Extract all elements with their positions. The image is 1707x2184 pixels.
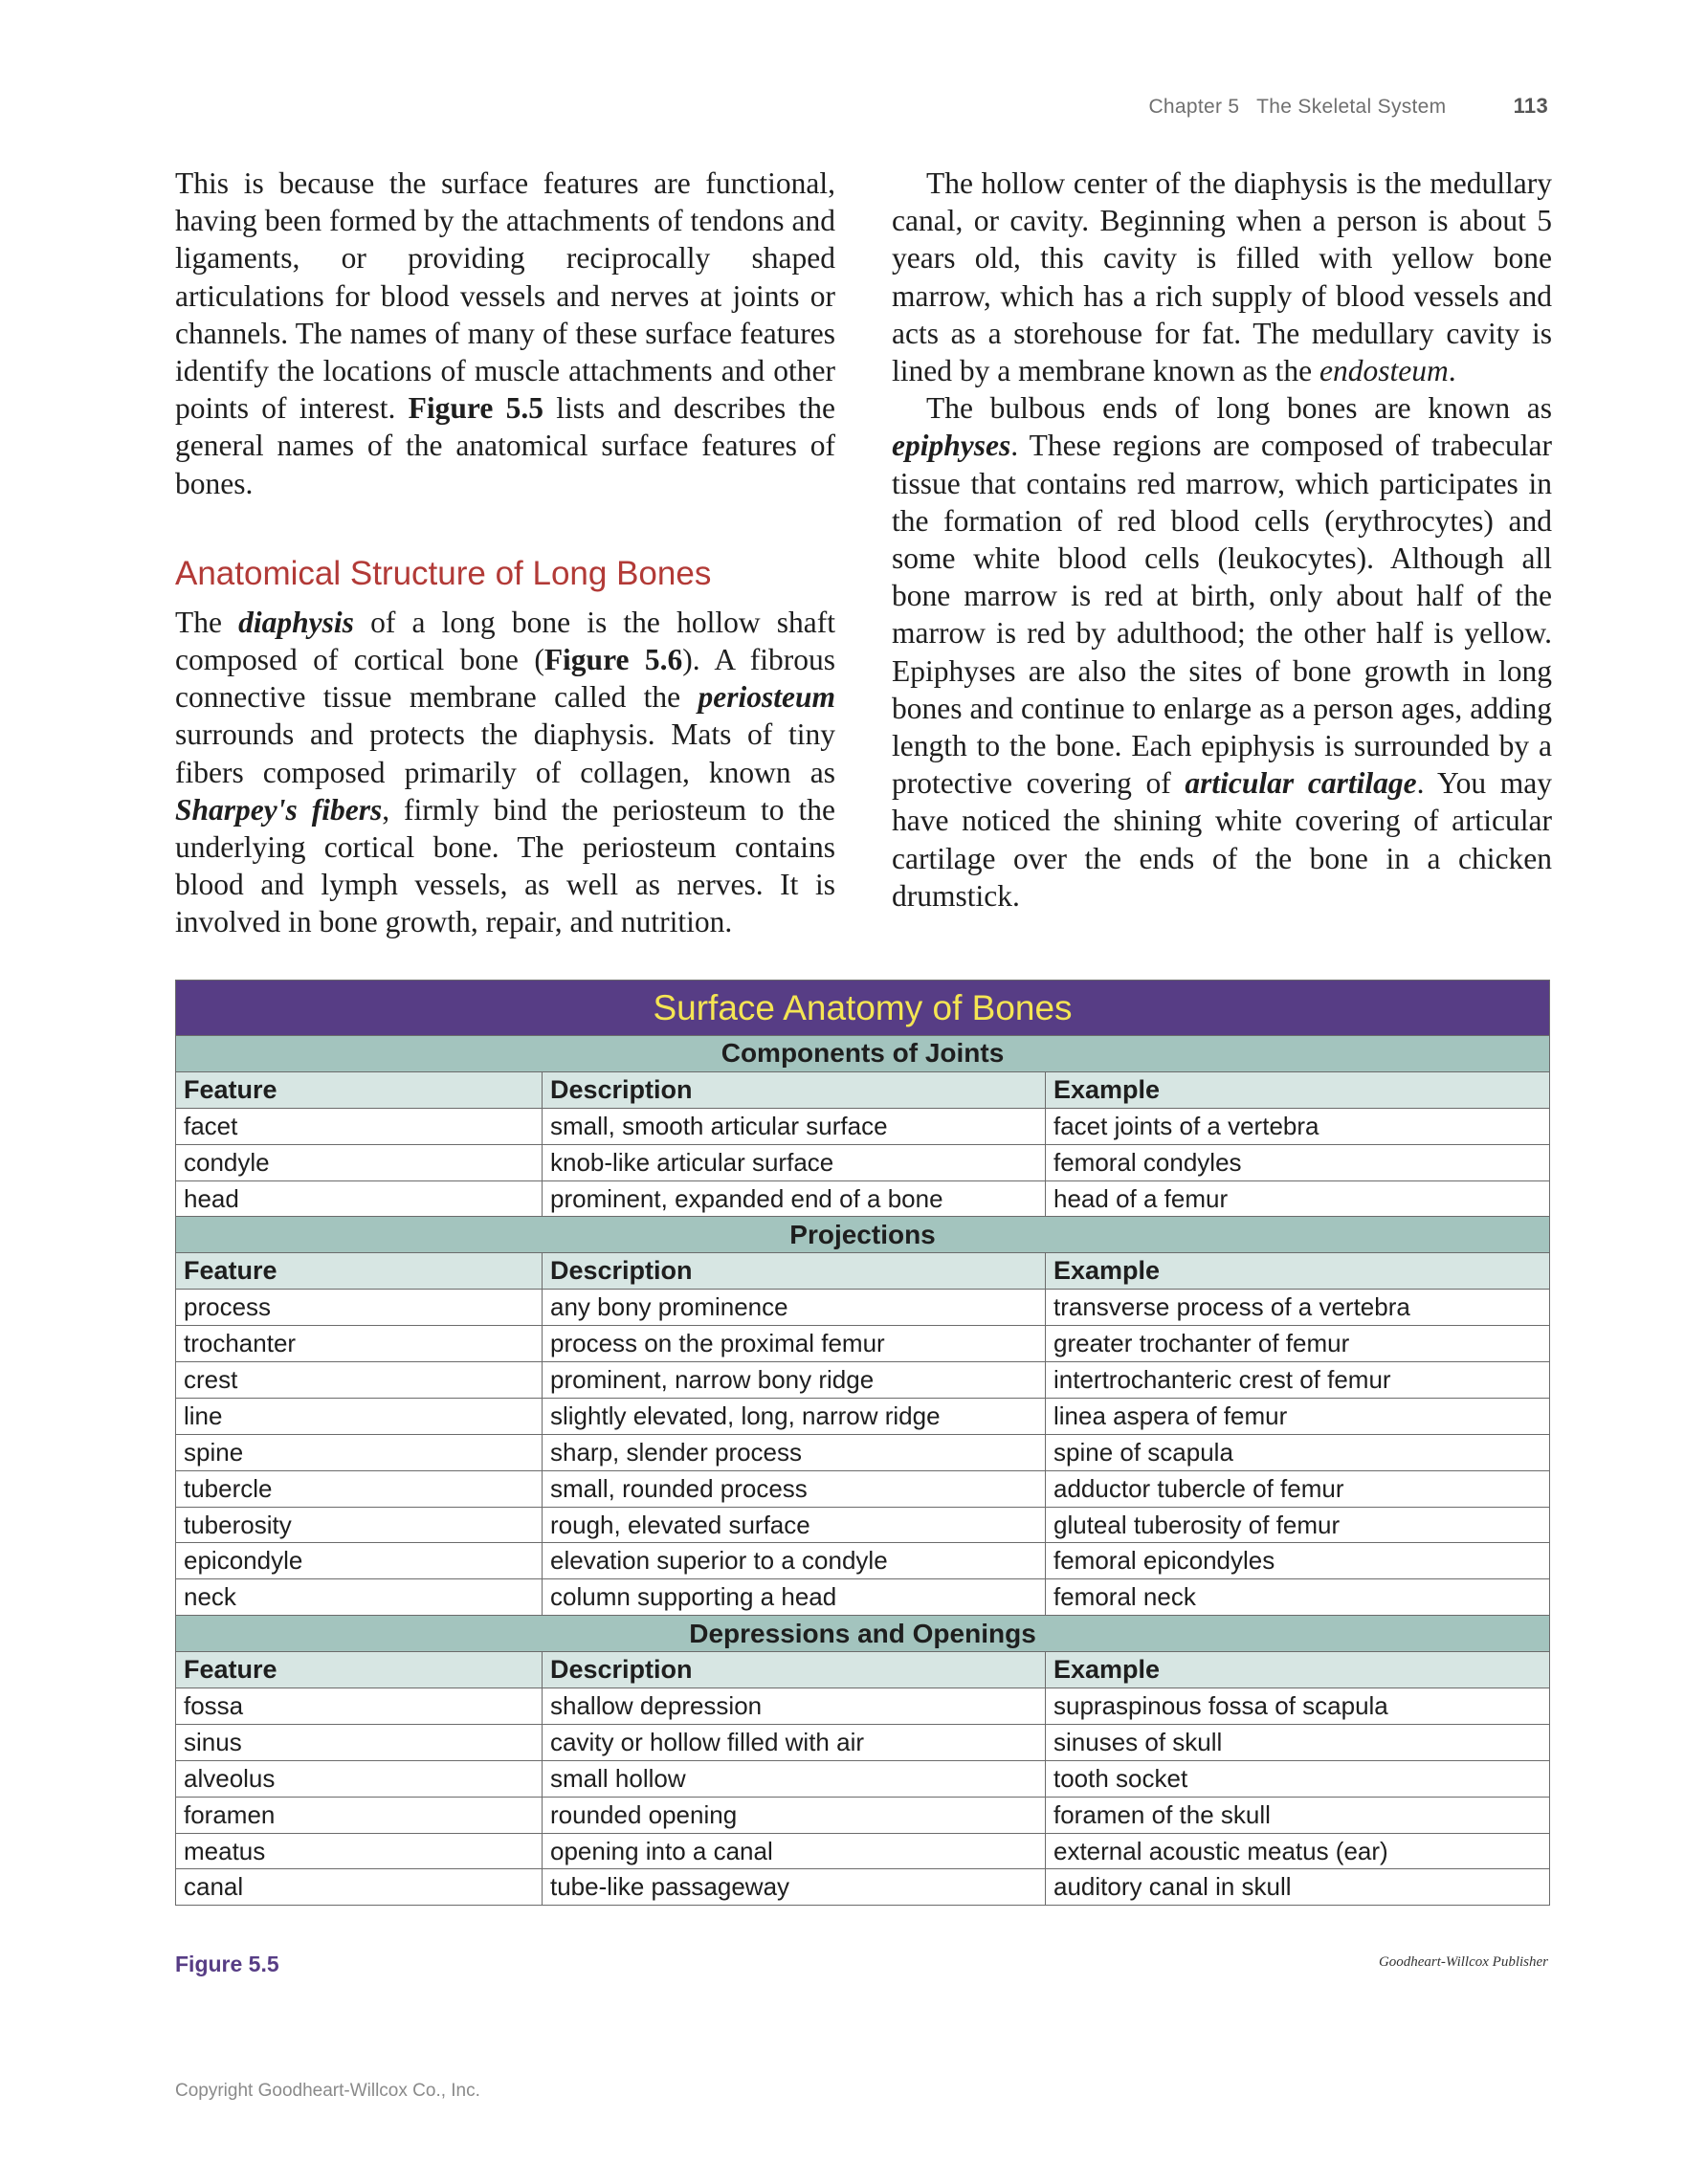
section-heading: Anatomical Structure of Long Bones	[175, 554, 712, 592]
table-row	[176, 1833, 1550, 1869]
table-row	[176, 1688, 1550, 1725]
table-row	[176, 1724, 1550, 1760]
table-cell-example: sinuses of skull	[1046, 1724, 1550, 1760]
table-cell-description: prominent, expanded end of a bone	[543, 1180, 1046, 1217]
figure-label: Figure 5.5	[175, 1952, 279, 1976]
column-header-description: Description	[543, 1253, 1046, 1290]
table-cell-description: column supporting a head	[543, 1579, 1046, 1616]
table-column-header-row	[176, 1652, 1550, 1688]
table-row	[176, 1362, 1550, 1399]
page-number: 113	[1513, 94, 1548, 118]
table-section-header: Depressions and Openings	[176, 1616, 1550, 1652]
table-cell-description: slightly elevated, long, narrow ridge	[543, 1398, 1046, 1434]
column-header-feature: Feature	[176, 1071, 543, 1108]
table-cell-feature: canal	[176, 1869, 543, 1906]
table-cell-feature: process	[176, 1290, 543, 1326]
table-row	[176, 1434, 1550, 1470]
table-cell-example: head of a femur	[1046, 1180, 1550, 1217]
table-cell-description: sharp, slender process	[543, 1434, 1046, 1470]
table-cell-description: small hollow	[543, 1760, 1046, 1797]
table-title: Surface Anatomy of Bones	[176, 981, 1550, 1036]
table-cell-feature: tuberosity	[176, 1507, 543, 1543]
table-cell-description: tube-like passageway	[543, 1869, 1046, 1906]
surface-anatomy-table	[175, 980, 1549, 1906]
table-cell-feature: foramen	[176, 1797, 543, 1833]
table-cell-example: facet joints of a vertebra	[1046, 1108, 1550, 1144]
table-cell-example: greater trochanter of femur	[1046, 1326, 1550, 1362]
table-column-header-row	[176, 1071, 1550, 1108]
table-cell-description: knob-like articular surface	[543, 1144, 1046, 1180]
table-row	[176, 1180, 1550, 1217]
table-cell-example: intertrochanteric crest of femur	[1046, 1362, 1550, 1399]
table-row	[176, 1507, 1550, 1543]
table-cell-feature: meatus	[176, 1833, 543, 1869]
right-paragraph-1: The hollow center of the diaphysis is the medullary canal, or cavity. Beginning when a person is about 5 years old, this cavity is filled with yellow bone marrow, which has a rich supply of blood vessels and acts as a storehouse for fat. The medullary cavity is lined by a membrane known as the endosteum.	[892, 166, 1552, 388]
table-row	[176, 1470, 1550, 1507]
table-cell-example: femoral condyles	[1046, 1144, 1550, 1180]
table-cell-example: foramen of the skull	[1046, 1797, 1550, 1833]
table-cell-feature: epicondyle	[176, 1543, 543, 1579]
table-cell-description: opening into a canal	[543, 1833, 1046, 1869]
table-cell-example: external acoustic meatus (ear)	[1046, 1833, 1550, 1869]
table-cell-feature: sinus	[176, 1724, 543, 1760]
column-header-description: Description	[543, 1071, 1046, 1108]
table-row	[176, 1869, 1550, 1906]
table-cell-example: adductor tubercle of femur	[1046, 1470, 1550, 1507]
table-cell-example: femoral epicondyles	[1046, 1543, 1550, 1579]
right-column	[892, 165, 1552, 915]
table-row	[176, 1760, 1550, 1797]
table-row	[176, 1290, 1550, 1326]
table-row	[176, 1579, 1550, 1616]
table-section-header: Components of Joints	[176, 1036, 1550, 1072]
table-cell-description: any bony prominence	[543, 1290, 1046, 1326]
right-paragraph-2: The bulbous ends of long bones are known as epiphyses. These regions are composed of trabecular tissue that contains red marrow, which participates in the formation of red blood cells (erythrocytes) and some white blood cells (leukocytes). Although all bone marrow is red at birth, only about half of the marrow is red by adulthood; the other half is yellow. Epiphyses are also the sites of bone growth in long bones and continue to enlarge as a person ages, adding length to the bone. Each epiphysis is surrounded by a protective covering of articular cartilage. You may have noticed the shining white covering of articular cartilage over the ends of the bone in a chicken drumstick.	[892, 391, 1552, 913]
table-column-header-row	[176, 1253, 1550, 1290]
table-section-header: Projections	[176, 1217, 1550, 1253]
table-row	[176, 1144, 1550, 1180]
left-paragraph-2: The diaphysis of a long bone is the hollow shaft composed of cortical bone (Figure 5.6). A fibrous connective tissue membrane called the periosteum surrounds and protects the diaphysis. Mats of tiny fibers composed primarily of collagen, known as Sharpey's fibers, firmly bind the periosteum to the underlying cortical bone. The periosteum contains blood and lymph vessels, as well as nerves. It is involved in bone growth, repair, and nutrition.	[175, 605, 835, 939]
table-cell-feature: facet	[176, 1108, 543, 1144]
left-paragraph-1: This is because the surface features are functional, having been formed by the attachments of tendons and ligaments, or providing reciprocally shaped articulations for blood vessels and nerves at joints or channels. The names of many of these surface features identify the locations of muscle attachments and other points of interest. Figure 5.5 lists and describes the general names of the anatomical surface features of bones.	[175, 166, 836, 500]
table-row	[176, 1398, 1550, 1434]
table-cell-description: elevation superior to a condyle	[543, 1543, 1046, 1579]
table-cell-example: gluteal tuberosity of femur	[1046, 1507, 1550, 1543]
table-cell-example: tooth socket	[1046, 1760, 1550, 1797]
table-cell-example: linea aspera of femur	[1046, 1398, 1550, 1434]
table-cell-description: cavity or hollow filled with air	[543, 1724, 1046, 1760]
table-cell-example: supraspinous fossa of scapula	[1046, 1688, 1550, 1725]
column-header-feature: Feature	[176, 1253, 543, 1290]
table-cell-example: femoral neck	[1046, 1579, 1550, 1616]
column-header-description: Description	[543, 1652, 1046, 1688]
publisher-credit: Goodheart-Willcox Publisher	[1378, 1954, 1548, 1970]
table-row	[176, 1797, 1550, 1833]
table-cell-feature: line	[176, 1398, 543, 1434]
table-cell-feature: crest	[176, 1362, 543, 1399]
column-header-example: Example	[1046, 1253, 1550, 1290]
table-cell-description: shallow depression	[543, 1688, 1046, 1725]
table-cell-feature: tubercle	[176, 1470, 543, 1507]
chapter-label: Chapter 5	[1148, 96, 1240, 118]
column-header-feature: Feature	[176, 1652, 543, 1688]
table-cell-description: prominent, narrow bony ridge	[543, 1362, 1046, 1399]
table-cell-feature: alveolus	[176, 1760, 543, 1797]
table-cell-feature: head	[176, 1180, 543, 1217]
table-cell-feature: trochanter	[176, 1326, 543, 1362]
column-header-example: Example	[1046, 1071, 1550, 1108]
table-cell-description: small, smooth articular surface	[543, 1108, 1046, 1144]
table-cell-feature: condyle	[176, 1144, 543, 1180]
table-row	[176, 1108, 1550, 1144]
table-cell-description: rough, elevated surface	[543, 1507, 1046, 1543]
table-row	[176, 1326, 1550, 1362]
table-cell-description: rounded opening	[543, 1797, 1046, 1833]
copyright-notice: Copyright Goodheart-Willcox Co., Inc.	[175, 2081, 480, 2101]
table-cell-example: auditory canal in skull	[1046, 1869, 1550, 1906]
table-cell-example: transverse process of a vertebra	[1046, 1290, 1550, 1326]
left-column	[175, 165, 835, 941]
column-header-example: Example	[1046, 1652, 1550, 1688]
table-cell-feature: fossa	[176, 1688, 543, 1725]
table-cell-feature: neck	[176, 1579, 543, 1616]
table-cell-description: process on the proximal femur	[543, 1326, 1046, 1362]
table-row	[176, 1543, 1550, 1579]
table-cell-example: spine of scapula	[1046, 1434, 1550, 1470]
table-cell-feature: spine	[176, 1434, 543, 1470]
section-label: The Skeletal System	[1256, 96, 1447, 118]
running-head	[1148, 94, 1548, 119]
table-cell-description: small, rounded process	[543, 1470, 1046, 1507]
